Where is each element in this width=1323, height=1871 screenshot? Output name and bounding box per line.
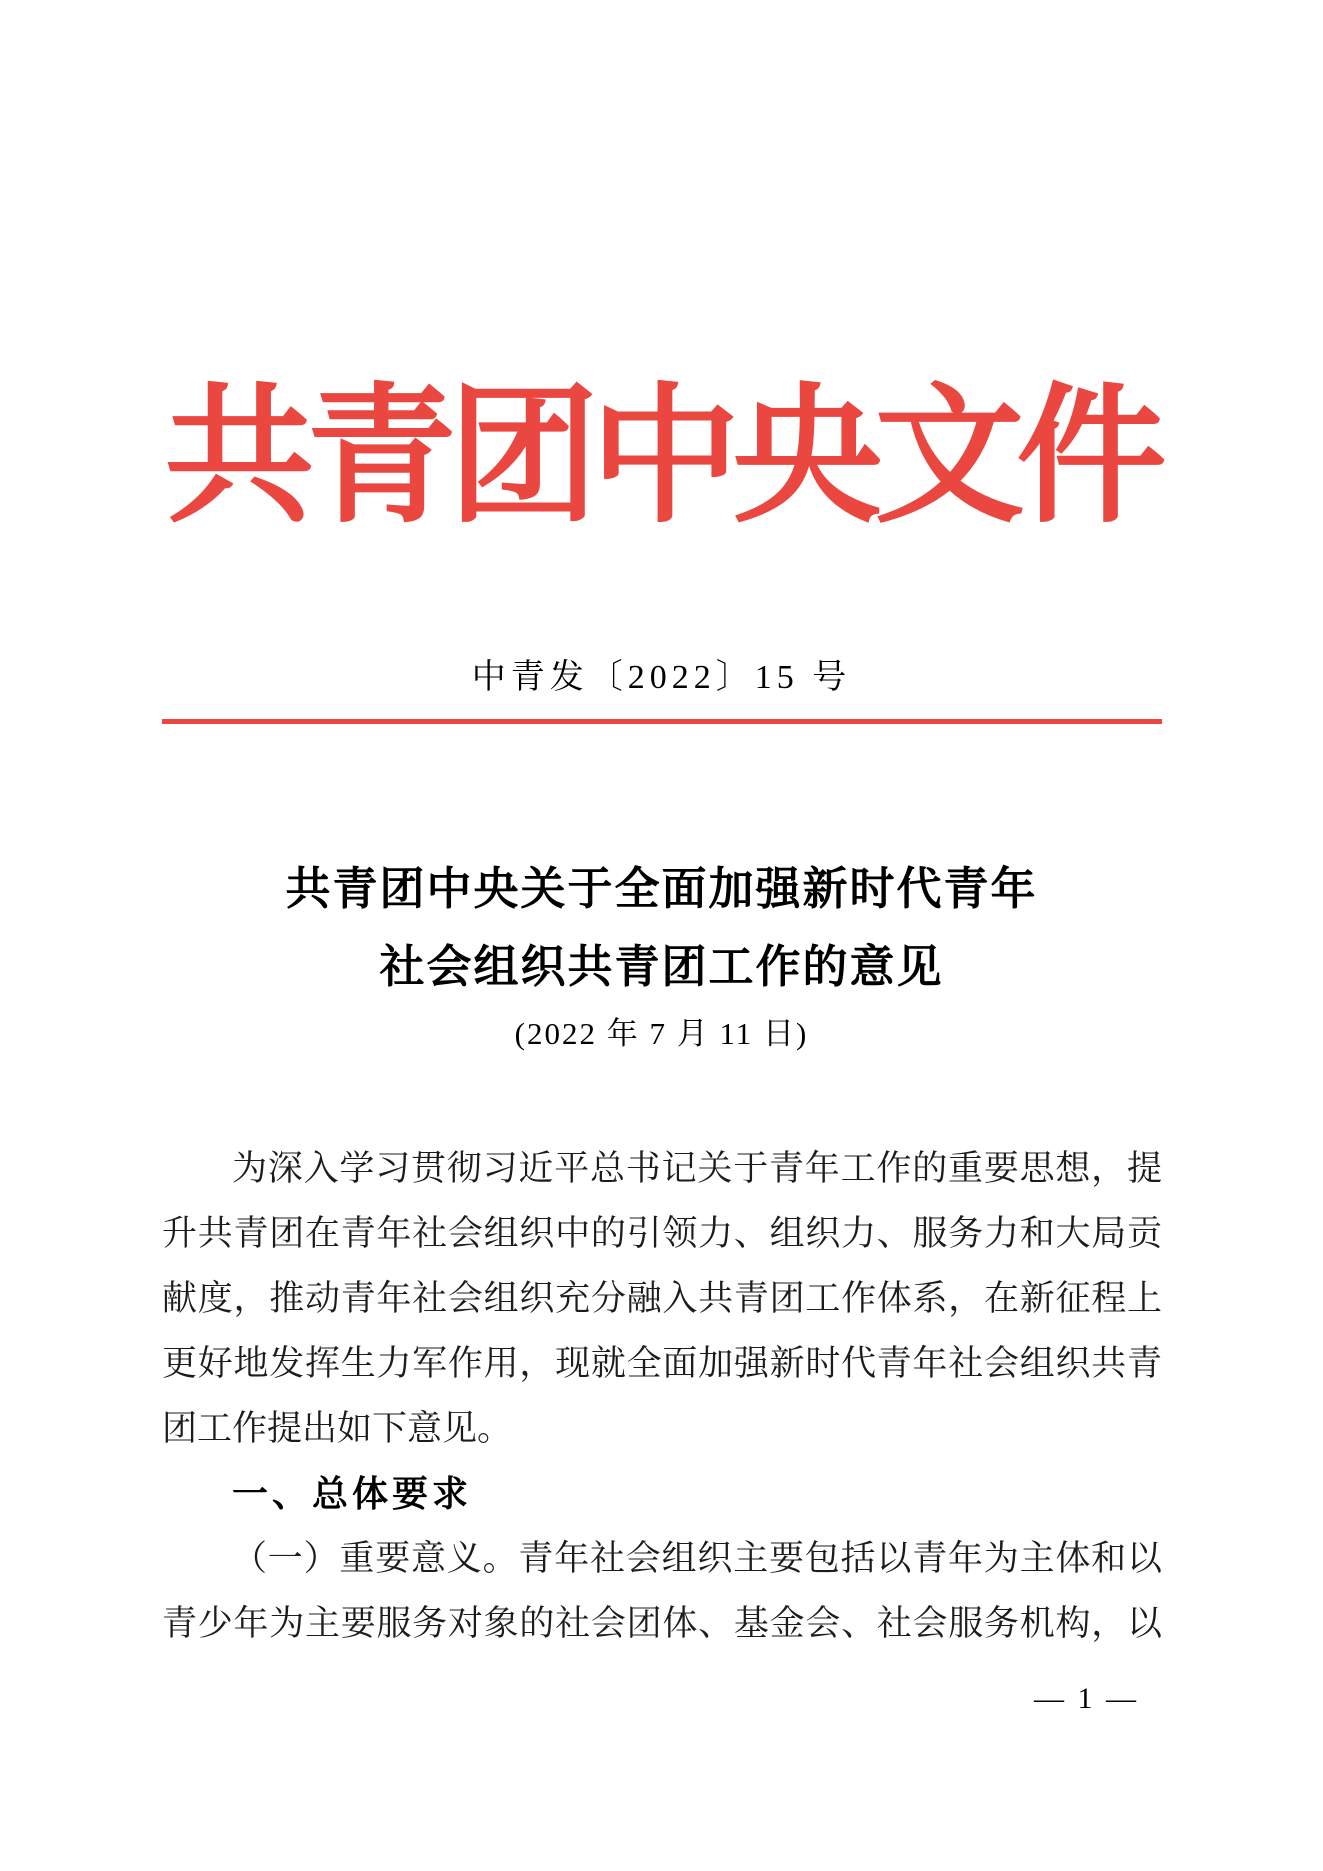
document-issue-number: 中青发〔2022〕15 号 [471, 659, 852, 696]
body-line: 为深入学习贯彻习近平总书记关于青年工作的重要思想，提 [232, 1149, 1162, 1188]
document-title-line2: 社会组织共青团工作的意见 [379, 942, 944, 992]
body-line: 团工作提出如下意见。 [162, 1409, 513, 1448]
section-heading: 一、总体要求 [232, 1473, 473, 1514]
red-letterhead-title: 共青团中央文件 [164, 375, 1159, 541]
body-line: 青少年为主要服务对象的社会团体、基金会、社会服务机构，以 [162, 1604, 1162, 1643]
body-line: 更好地发挥生力军作用，现就全面加强新时代青年社会组织共青 [162, 1344, 1162, 1383]
page-number: — 1 — [1034, 1682, 1139, 1715]
document-title [0, 850, 1323, 1006]
body-line: （一）重要意义。青年社会组织主要包括以青年为主体和以 [232, 1539, 1162, 1578]
body-line: 献度，推动青年社会组织充分融入共青团工作体系，在新征程上 [162, 1279, 1162, 1318]
document-date: (2022 年 7 月 11 日) [514, 1016, 809, 1051]
document-title-line1: 共青团中央关于全面加强新时代青年 [285, 864, 1038, 914]
red-divider-line [162, 719, 1162, 724]
document-body [162, 1136, 1162, 1656]
body-line: 升共青团在青年社会组织中的引领力、组织力、服务力和大局贡 [162, 1214, 1162, 1253]
